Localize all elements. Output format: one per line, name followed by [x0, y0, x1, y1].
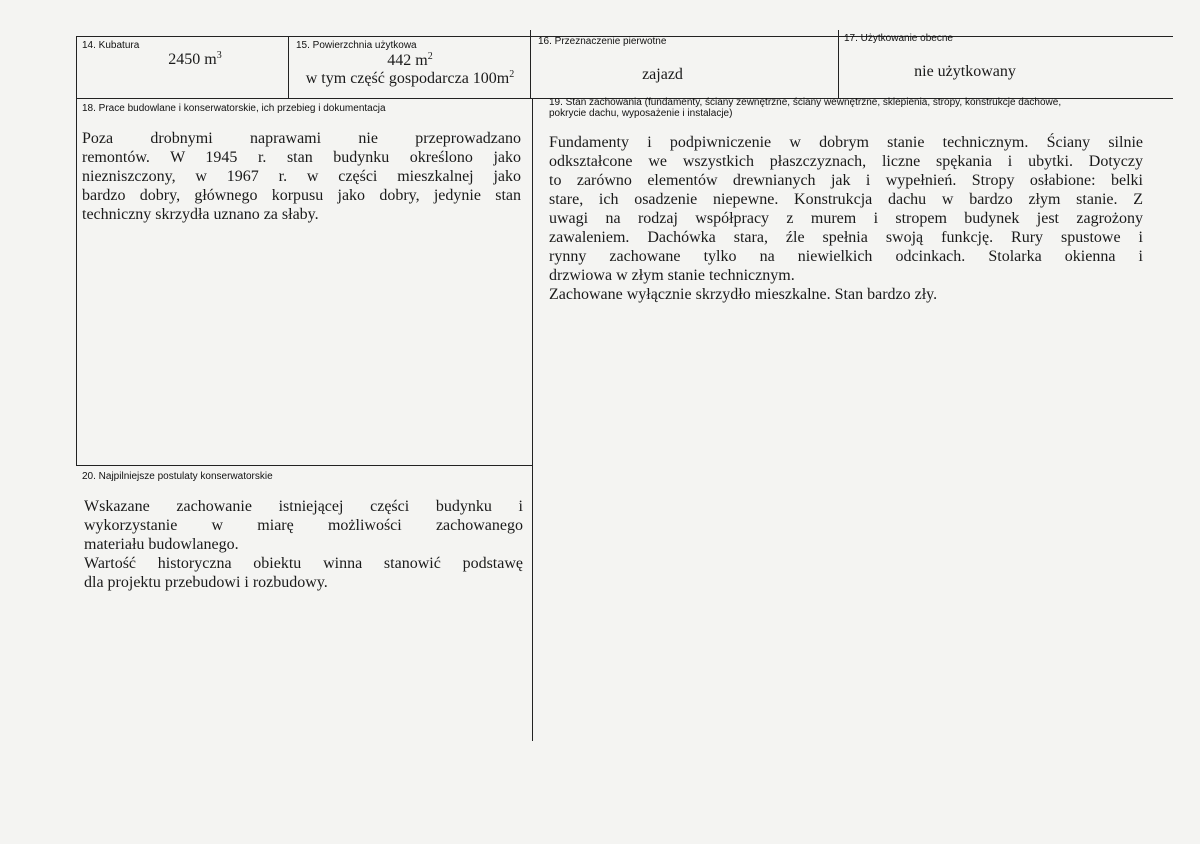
divider-15-16: [530, 30, 531, 99]
field-15-value: 442 $m^2$: [387, 51, 433, 69]
field-16-value: zajazd: [642, 66, 683, 83]
field-18-line: niezniszczony, w 1967 r. w części mieszkalnej jako: [82, 168, 521, 185]
field-19-line: zawaleniem. Dachówka stara, źle spełnia swoją funkcję. Rury spustowe i: [549, 229, 1143, 246]
field-20-label: 20. Najpilniejsze postulaty konserwatorskie: [82, 471, 273, 482]
left-column-split-rule: [76, 465, 532, 466]
field-20-text: [84, 497, 523, 592]
field-19-line: Fundamenty i podpiwniczenie w dobrym stanie technicznym. Ściany silnie: [549, 134, 1143, 151]
field-18-label: 18. Prace budowlane i konserwatorskie, ich przebieg i dokumentacja: [82, 103, 386, 114]
field-19-line: Zachowane wyłącznie skrzydło mieszkalne. Stan bardzo zły.: [549, 286, 938, 303]
field-18-line: Poza drobnymi naprawami nie przeprowadzano: [82, 130, 521, 147]
field-15-sub-value: w tym część gospodarcza $100m^2$: [305, 69, 515, 87]
field-19-label-continued: pokrycie dachu, wyposażenie i instalacje): [549, 108, 733, 119]
field-19-line: odkształcone we wszystkich płaszczyznach, liczne spękania i ubytki. Dotyczy: [549, 153, 1143, 170]
field-20-line: Wskazane zachowanie istniejącej części budynku i: [84, 498, 523, 515]
field-19-line: uwagi na rodzaj współpracy z murem i stropem budynek jest zagrożony: [549, 210, 1143, 227]
field-19-label: 19. Stan zachowania (fundamenty, ściany zewnętrzne, ściany wewnętrzne, sklepienia, stropy, konstrukcje dachowe,: [549, 97, 1062, 108]
field-19-text: [549, 133, 1143, 304]
field-20-line: Wartość historyczna obiektu winna stanowić podstawę: [84, 555, 523, 572]
left-outer-rule: [76, 36, 77, 466]
main-column-divider: [532, 99, 533, 741]
field-18-line: techniczny skrzydła uznano za słaby.: [82, 206, 319, 223]
field-14-label: 14. Kubatura: [82, 40, 140, 51]
field-16-label: 16. Przeznaczenie pierwotne: [538, 36, 667, 47]
field-18-line: remontów. W 1945 r. stan budynku określono jako: [82, 149, 521, 166]
field-19-line: stare, ich osadzenie niepewne. Konstrukcja dachu w bardzo złym stanie. Z: [549, 191, 1143, 208]
field-19-line: drzwiowa w złym stanie technicznym.: [549, 267, 795, 284]
divider-16-17: [838, 30, 839, 99]
field-19-line: to zarówno elementów drewnianych jak i wypełnień. Stropy osłabione: belki: [549, 172, 1143, 189]
field-17-value: nie użytkowany: [914, 63, 1016, 80]
field-17-label: 17. Użytkowanie obecne: [844, 33, 953, 44]
field-20-line: dla projektu przebudowi i rozbudowy.: [84, 574, 328, 591]
field-18-line: bardzo dobry, głównego korpusu jako dobry, jedynie stan: [82, 187, 521, 204]
field-19-line: rynny zachowane tylko na niewielkich odcinkach. Stolarka okienna i: [549, 248, 1143, 265]
field-20-line: wykorzystanie w miarę możliwości zachowanego: [84, 517, 523, 534]
field-15-label: 15. Powierzchnia użytkowa: [296, 40, 417, 51]
field-18-text: [82, 129, 521, 224]
field-20-line: materiału budowlanego.: [84, 536, 239, 553]
field-14-value: 2450 $m^3$: [168, 50, 222, 68]
